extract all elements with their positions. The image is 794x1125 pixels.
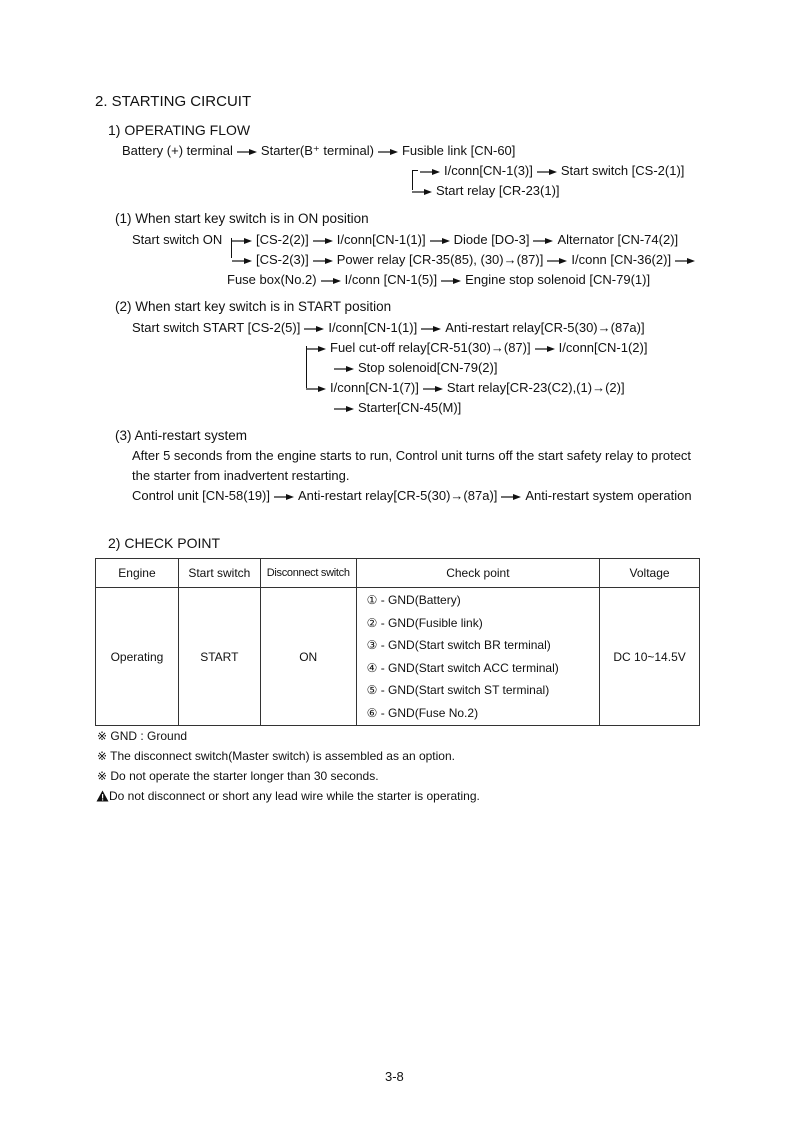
cell-disconnect-switch: ON <box>260 588 356 726</box>
flow-item: Fusible link [CN-60] <box>401 143 516 158</box>
flow-item: I/conn[CN-1(2)] <box>558 340 648 355</box>
anti-restart-para1: After 5 seconds from the engine starts to run, Control unit turns off the start safety relay to protect <box>132 448 692 463</box>
arrow-icon <box>321 276 341 286</box>
flow-item: Fuel cut-off relay[CR-51(30)→(87)] <box>330 340 531 355</box>
arrow-icon <box>232 236 252 246</box>
flow-item: [CS-2(3)] <box>256 252 309 267</box>
arrow-icon <box>423 384 443 394</box>
arrow-icon <box>306 384 326 394</box>
flow-item: Anti-restart system operation <box>525 488 692 503</box>
flow-item: I/conn[CN-1(3)] <box>444 163 533 178</box>
flow-item: I/conn[CN-1(7)] <box>330 380 419 395</box>
flow-item: Diode [DO-3] <box>453 232 530 247</box>
on-start-label: Start switch ON <box>132 232 223 247</box>
flow-item: Battery (+) terminal <box>122 143 233 158</box>
flow-item: I/conn[CN-1(1)] <box>328 320 418 335</box>
anti-restart-row <box>132 488 692 503</box>
note-starter: ※ Do not operate the starter longer than 30 seconds. <box>97 769 379 783</box>
flow-item: Start switch START [CS-2(5)] <box>132 320 301 335</box>
arrow-icon <box>675 256 695 266</box>
arrow-icon <box>232 256 252 266</box>
on-row3 <box>227 272 650 287</box>
cell-engine: Operating <box>96 588 179 726</box>
arrow-icon <box>533 236 553 246</box>
check-point-item: ⑥ - GND(Fuse No.2) <box>366 705 479 720</box>
check-point-title: 2) CHECK POINT <box>108 535 221 551</box>
flow-item: I/conn[CN-1(1)] <box>336 232 426 247</box>
flow-item: Engine stop solenoid [CN-79(1)] <box>465 272 651 287</box>
start-row1 <box>132 320 645 335</box>
arrow-icon <box>421 324 441 334</box>
flow-item: Anti-restart relay[CR-5(30)→(87a)] <box>298 488 498 503</box>
flow-item: [CS-2(2)] <box>256 232 309 247</box>
flow-item: Stop solenoid[CN-79(2)] <box>358 360 498 375</box>
start-position-title: (2) When start key switch is in START position <box>115 299 392 314</box>
cell-voltage: DC 10~14.5V <box>600 588 700 726</box>
cell-check-points <box>356 588 600 726</box>
flow-item: I/conn [CN-1(5)] <box>344 272 438 287</box>
flow-item: Power relay [CR-35(85), (30)→(87)] <box>336 252 544 267</box>
start-row5 <box>334 400 461 415</box>
note-gnd: ※ GND : Ground <box>97 729 188 743</box>
start-row2 <box>306 340 647 355</box>
on-position-title: (1) When start key switch is in ON position <box>115 211 369 226</box>
arrow-icon <box>420 167 440 177</box>
header-check-point: Check point <box>356 559 600 588</box>
warning-text: Do not disconnect or short any lead wire while the starter is operating. <box>109 789 480 803</box>
cell-start-switch: START <box>178 588 260 726</box>
arrow-icon <box>547 256 567 266</box>
flow-item: Start relay [CR-23(1)] <box>436 183 560 198</box>
header-voltage: Voltage <box>600 559 700 588</box>
page-number: 3-8 <box>385 1069 404 1084</box>
arrow-icon <box>334 404 354 414</box>
flow-item: Start relay[CR-23(C2),(1)→(2)] <box>446 380 625 395</box>
branch-line <box>412 170 418 171</box>
arrow-icon <box>412 187 432 197</box>
check-point-item: ③ - GND(Start switch BR terminal) <box>366 638 551 652</box>
note-disconnect: ※ The disconnect switch(Master switch) is assembled as an option. <box>97 749 455 763</box>
section-title: 2. STARTING CIRCUIT <box>95 93 252 110</box>
arrow-icon <box>274 492 294 502</box>
check-point-item: ⑤ - GND(Start switch ST terminal) <box>366 683 550 697</box>
operating-flow-title: 1) OPERATING FLOW <box>108 122 251 138</box>
arrow-icon <box>537 167 557 177</box>
arrow-icon <box>334 364 354 374</box>
arrow-icon <box>313 256 333 266</box>
check-point-item: ② - GND(Fusible link) <box>366 615 483 630</box>
table-header-row <box>96 559 700 588</box>
header-disconnect-switch: Disconnect switch <box>260 559 356 588</box>
arrow-icon <box>441 276 461 286</box>
check-point-table <box>95 558 700 726</box>
on-row1 <box>232 232 678 247</box>
warning-triangle-icon <box>96 790 109 805</box>
flow-item: Control unit [CN-58(19)] <box>132 488 270 503</box>
table-row <box>96 588 700 726</box>
arrow-icon <box>501 492 521 502</box>
operating-flow-line1 <box>122 143 515 159</box>
start-row4 <box>306 380 625 395</box>
on-row2 <box>232 252 699 267</box>
flow-item: I/conn [CN-36(2)] <box>571 252 672 267</box>
arrow-icon <box>304 324 324 334</box>
anti-restart-para2: the starter from inadvertent restarting. <box>132 468 350 483</box>
flow-item: Starter[CN-45(M)] <box>358 400 462 415</box>
flow-item: Start switch [CS-2(1)] <box>560 163 685 178</box>
header-engine: Engine <box>96 559 179 588</box>
flow-item: Anti-restart relay[CR-5(30)→(87a)] <box>445 320 645 335</box>
flow-item: Starter(B⁺ terminal) <box>260 143 374 158</box>
arrow-icon <box>313 236 333 246</box>
arrow-icon <box>306 344 326 354</box>
operating-flow-branch2 <box>412 183 560 198</box>
flow-item: Fuse box(No.2) <box>227 272 317 287</box>
anti-restart-title: (3) Anti-restart system <box>115 428 248 443</box>
note-warning <box>96 789 480 805</box>
header-start-switch: Start switch <box>178 559 260 588</box>
check-point-item: ① - GND(Battery) <box>366 593 461 607</box>
arrow-icon <box>535 344 555 354</box>
arrow-icon <box>378 147 398 157</box>
flow-item: Alternator [CN-74(2)] <box>557 232 679 247</box>
arrow-icon <box>237 147 257 157</box>
check-point-item: ④ - GND(Start switch ACC terminal) <box>366 660 559 675</box>
operating-flow-branch1 <box>420 163 684 178</box>
start-row3 <box>334 360 497 375</box>
arrow-icon <box>430 236 450 246</box>
